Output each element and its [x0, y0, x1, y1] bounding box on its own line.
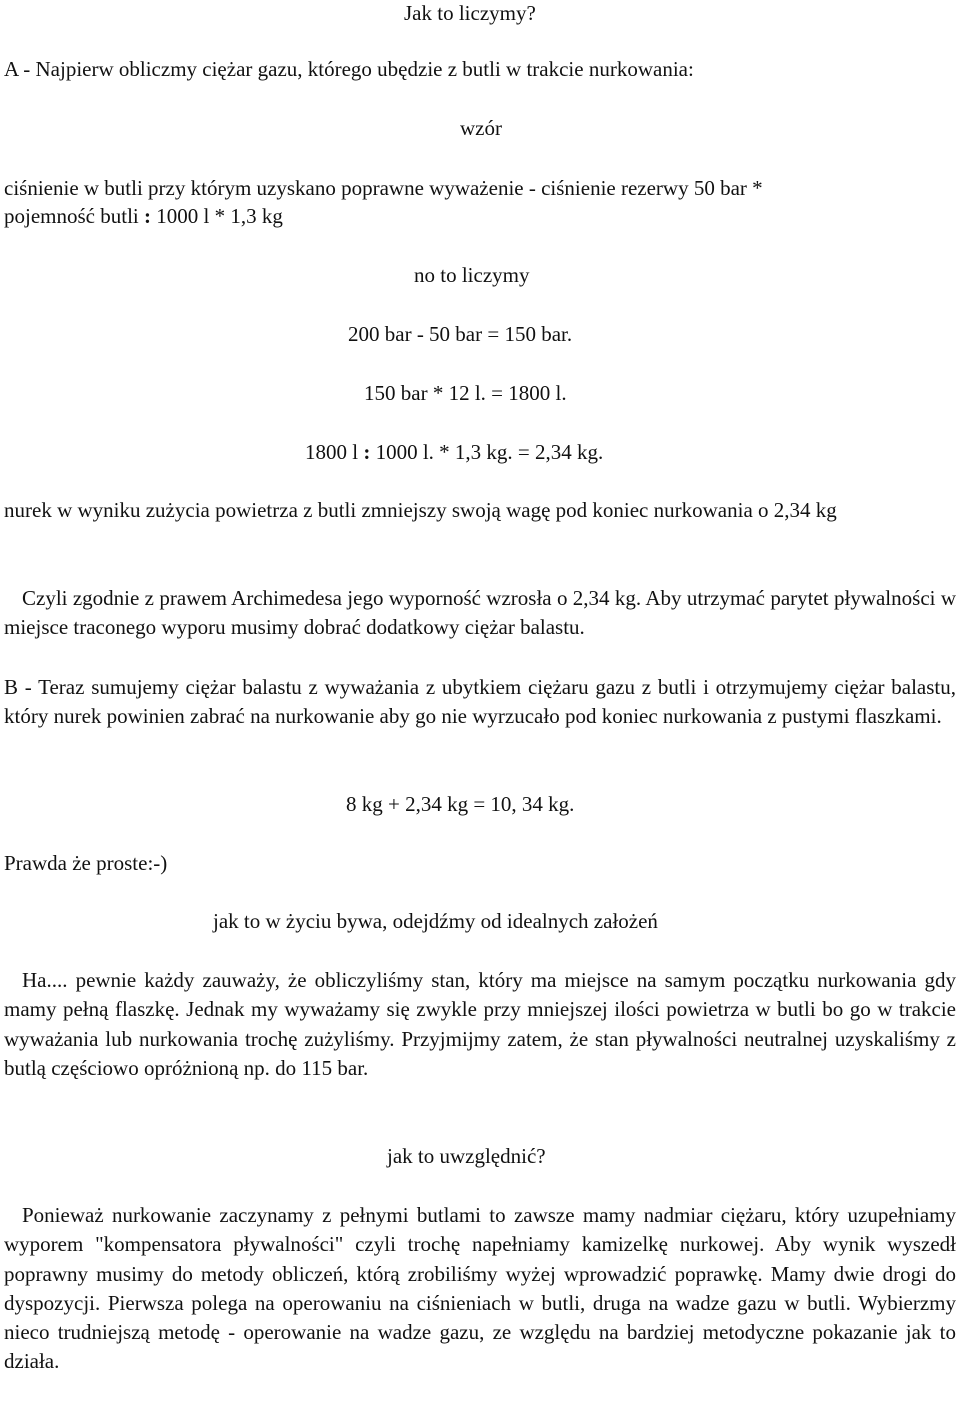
formula-line-2-part-a: pojemność butli	[4, 204, 144, 228]
remark: Prawda że proste:-)	[4, 851, 168, 875]
calc-step-2: 150 bar * 12 l. = 1800 l.	[364, 381, 567, 405]
formula-line-2	[4, 202, 283, 231]
section-how-heading: jak to uwzględnić?	[387, 1144, 546, 1168]
calc-label: no to liczymy	[414, 263, 530, 287]
page-heading: Jak to liczymy?	[404, 1, 536, 25]
formula-divide-sign: :	[144, 204, 151, 228]
section-real-paragraph: Ha.... pewnie każdy zauważy, że obliczyliśmy stan, który ma miejsce na samym początku nurkowania gdy mamy pełną flaszkę. Jednak my wyważamy się zwykle przy mniejszej ilości powietrza w butli bo go w trakcie wyważania lub nurkowania trochę zużyliśmy. Przyjmijmy zatem, że stan pływalności neutralnej uzyskaliśmy z butlą częściowo opróżnioną np. do 115 bar.	[4, 968, 956, 1080]
calc-divide-sign: :	[363, 440, 371, 464]
section-b-paragraph: B - Teraz sumujemy ciężar balastu z wyważania z ubytkiem ciężaru gazu z butli i otrzymujemy ciężar balastu, który nurek powinien zabrać na nurkowanie aby go nie wyrzucało pod koniec nurkowania z pustymi flaszkami.	[4, 675, 956, 729]
sum-result: 8 kg + 2,34 kg = 10, 34 kg.	[346, 792, 575, 816]
calc-step-1: 200 bar - 50 bar = 150 bar.	[348, 322, 573, 346]
formula-line-2-part-b: 1000 l * 1,3 kg	[151, 204, 283, 228]
calc-step-3	[305, 438, 603, 467]
section-how-paragraph: Ponieważ nurkowanie zaczynamy z pełnymi butlami to zawsze mamy nadmiar ciężaru, który uzupełniamy wyporem "kompensatora pływalności" czyli trochę napełniamy kamizelkę nurkowej. Aby wynik wyszedł poprawny musimy do metody obliczeń, którą zrobiliśmy wyżej wprowadzić poprawkę. Mamy dwie drogi do dyspozycji. Pierwsza polega na operowaniu na ciśnieniach w butli, druga na wadze gazu w butli. Wybierzmy nieco trudniejszą metodę - operowanie na wadze gazu, ze względu na bardziej metodyczne pokazanie jak to działa.	[4, 1203, 956, 1374]
archimedes-paragraph: Czyli zgodnie z prawem Archimedesa jego wyporność wzrosła o 2,34 kg. Aby utrzymać parytet pływalności w miejsce traconego wyporu musimy dobrać dodatkowy ciężar balastu.	[4, 586, 956, 640]
conclusion-paragraph: nurek w wyniku zużycia powietrza z butli zmniejszy swoją wagę pod koniec nurkowania o 2,34 kg	[4, 498, 837, 522]
section-real-heading: jak to w życiu bywa, odejdźmy od idealnych założeń	[213, 909, 658, 933]
calc-step-3-part-b: 1000 l. * 1,3 kg. = 2,34 kg.	[370, 440, 604, 464]
formula-line-1: ciśnienie w butli przy którym uzyskano poprawne wyważenie - ciśnienie rezerwy 50 bar *	[4, 176, 763, 200]
formula-label: wzór	[460, 116, 502, 140]
section-a-intro: A - Najpierw obliczmy ciężar gazu, którego ubędzie z butli w trakcie nurkowania:	[4, 57, 694, 81]
calc-step-3-part-a: 1800 l	[305, 440, 364, 464]
